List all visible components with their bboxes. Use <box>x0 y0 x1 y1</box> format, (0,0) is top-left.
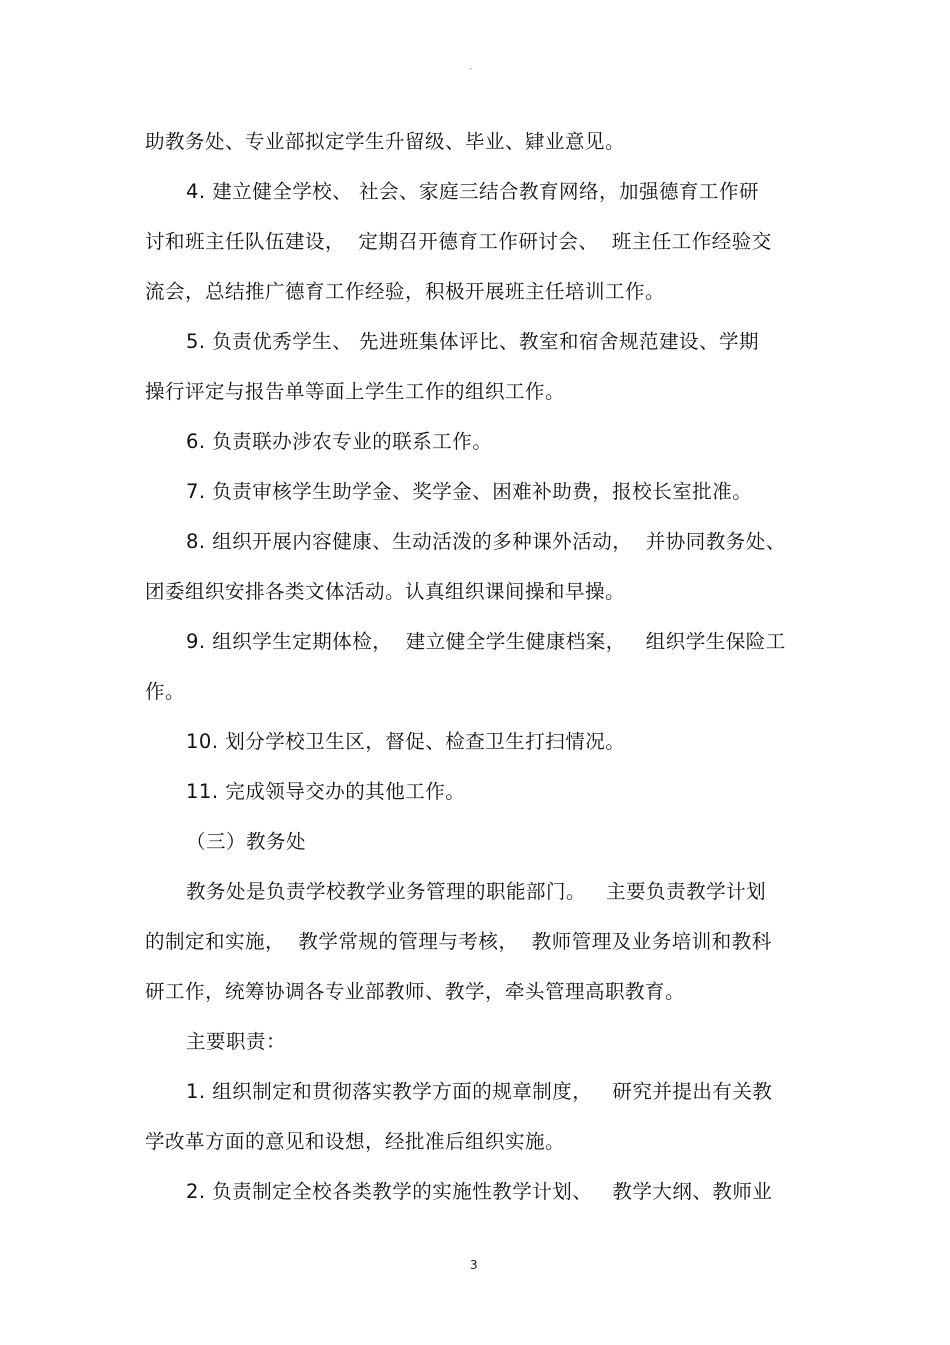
text-line: 团委组织安排各类文体活动。认真组织课间操和早操。 <box>145 580 626 603</box>
text-line: 5. 负责优秀学生、 先进班集体评比、教室和宿舍规范建设、学期 <box>186 330 760 353</box>
text-line: 学改革方面的意见和设想，经批准后组织实施。 <box>145 1130 566 1153</box>
section-heading: （三）教务处 <box>186 830 307 853</box>
text-line: 10. 划分学校卫生区，督促、检查卫生打扫情况。 <box>186 730 626 753</box>
text-line: 2. 负责制定全校各类教学的实施性教学计划、 教学大纲、教师业 <box>186 1180 773 1203</box>
text-line: 教务处是负责学校教学业务管理的职能部门。 主要负责教学计划 <box>186 880 767 903</box>
subheading: 主要职责： <box>186 1030 287 1053</box>
text-line: 讨和班主任队伍建设， 定期召开德育工作研讨会、 班主任工作经验交 <box>145 230 772 253</box>
header-mark: - <box>469 64 473 74</box>
text-line: 助教务处、专业部拟定学生升留级、毕业、肄业意见。 <box>145 130 626 153</box>
text-line: 的制定和实施， 教学常规的管理与考核， 教师管理及业务培训和教科 <box>145 930 772 953</box>
text-line: 11. 完成领导交办的其他工作。 <box>186 780 466 803</box>
text-line: 作。 <box>145 680 186 703</box>
text-line: 9. 组织学生定期体检， 建立健全学生健康档案， 组织学生保险工 <box>186 630 786 653</box>
text-line: 操行评定与报告单等面上学生工作的组织工作。 <box>145 380 566 403</box>
text-line: 流会，总结推广德育工作经验，积极开展班主任培训工作。 <box>145 280 666 303</box>
text-line: 7. 负责审核学生助学金、奖学金、困难补助费，报校长室批准。 <box>186 480 753 503</box>
text-line: 8. 组织开展内容健康、生动活泼的多种课外活动， 并协同教务处、 <box>186 530 786 553</box>
page-number: 3 <box>470 1258 478 1272</box>
text-line: 1. 组织制定和贯彻落实教学方面的规章制度， 研究并提出有关教 <box>186 1080 773 1103</box>
text-line: 6. 负责联办涉农专业的联系工作。 <box>186 430 493 453</box>
text-line: 研工作，统筹协调各专业部教师、教学，牵头管理高职教育。 <box>145 980 686 1003</box>
text-line: 4. 建立健全学校、 社会、家庭三结合教育网络，加强德育工作研 <box>186 180 760 203</box>
